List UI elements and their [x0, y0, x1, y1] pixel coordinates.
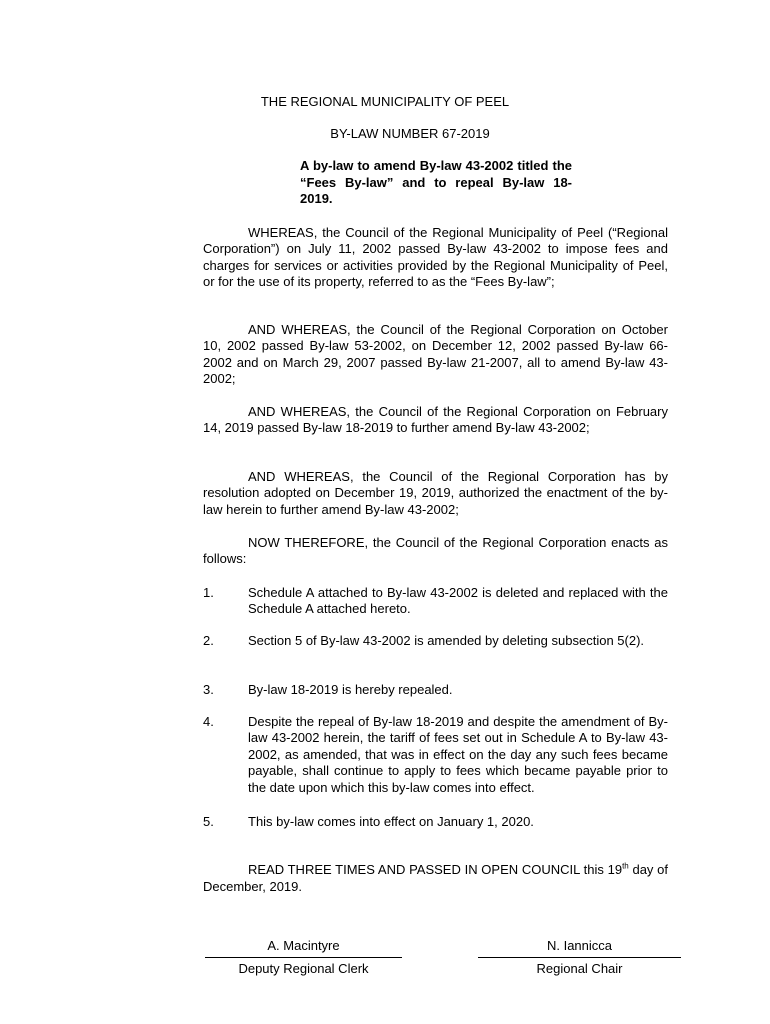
signature-block-chair [478, 938, 681, 976]
passage-statement [203, 861, 668, 895]
section-number: 1. [203, 585, 214, 600]
section-text: By-law 18-2019 is hereby repealed. [248, 682, 453, 697]
bylaw-number: BY-LAW NUMBER 67-2019 [330, 126, 490, 141]
signatory-name: N. Iannicca [546, 938, 613, 953]
passage-text: READ THREE TIMES AND PASSED IN OPEN COUNCIL this 19 [248, 862, 623, 877]
signatory-role: Deputy Regional Clerk [238, 961, 369, 976]
enacting-clause: NOW THEREFORE, the Council of the Regional Corporation enacts as follows: [203, 535, 668, 567]
section-text: This by-law comes into effect on January 1, 2020. [248, 814, 534, 829]
section-number: 5. [203, 814, 214, 829]
section-number: 3. [203, 682, 214, 697]
signatory-role: Regional Chair [536, 961, 623, 976]
bylaw-subtitle: A by-law to amend By-law 43-2002 titled the “Fees By-law” and to repeal By-law 18-2019. [300, 158, 572, 206]
passage-superscript: th [622, 861, 629, 871]
recital-paragraph: WHEREAS, the Council of the Regional Municipality of Peel (“Regional Corporation”) on July 11, 2002 passed By-law 43-2002 to impose fees and charges for services or activities provided by the Regional Municipality of Peel, or for the use of its property, referred to as the “Fees By-law”; [203, 225, 668, 290]
section-number: 2. [203, 633, 214, 648]
recital-paragraph: AND WHEREAS, the Council of the Regional Corporation on February 14, 2019 passed By-law 18-2019 to further amend By-law 43-2002; [203, 404, 668, 436]
section-number: 4. [203, 714, 214, 729]
section-text: Despite the repeal of By-law 18-2019 and despite the amendment of By-law 43-2002 herein, the tariff of fees set out in Schedule A to By-law 43-2002, as amended, that was in effect on the day any such fees became payable, shall continue to apply to fees which became payable prior to the date upon which this by-law comes into effect. [248, 714, 668, 795]
section-text: Schedule A attached to By-law 43-2002 is deleted and replaced with the Schedule A attached hereto. [248, 585, 668, 617]
signature-block-clerk [205, 938, 402, 976]
section-text: Section 5 of By-law 43-2002 is amended by deleting subsection 5(2). [248, 633, 645, 648]
recital-paragraph: AND WHEREAS, the Council of the Regional Corporation on October 10, 2002 passed By-law 53-2002, on December 12, 2002 passed By-law 66-2002 and on March 29, 2007 passed By-law 21-2007, all to amend By-law 43-2002; [203, 322, 668, 387]
recital-paragraph: AND WHEREAS, the Council of the Regional Corporation has by resolution adopted on December 19, 2019, authorized the enactment of the by-law herein to further amend By-law 43-2002; [203, 469, 668, 517]
signatory-name: A. Macintyre [267, 938, 340, 953]
document-title: THE REGIONAL MUNICIPALITY OF PEEL [260, 94, 510, 109]
passage-date: day of December, 2019. [203, 862, 668, 894]
